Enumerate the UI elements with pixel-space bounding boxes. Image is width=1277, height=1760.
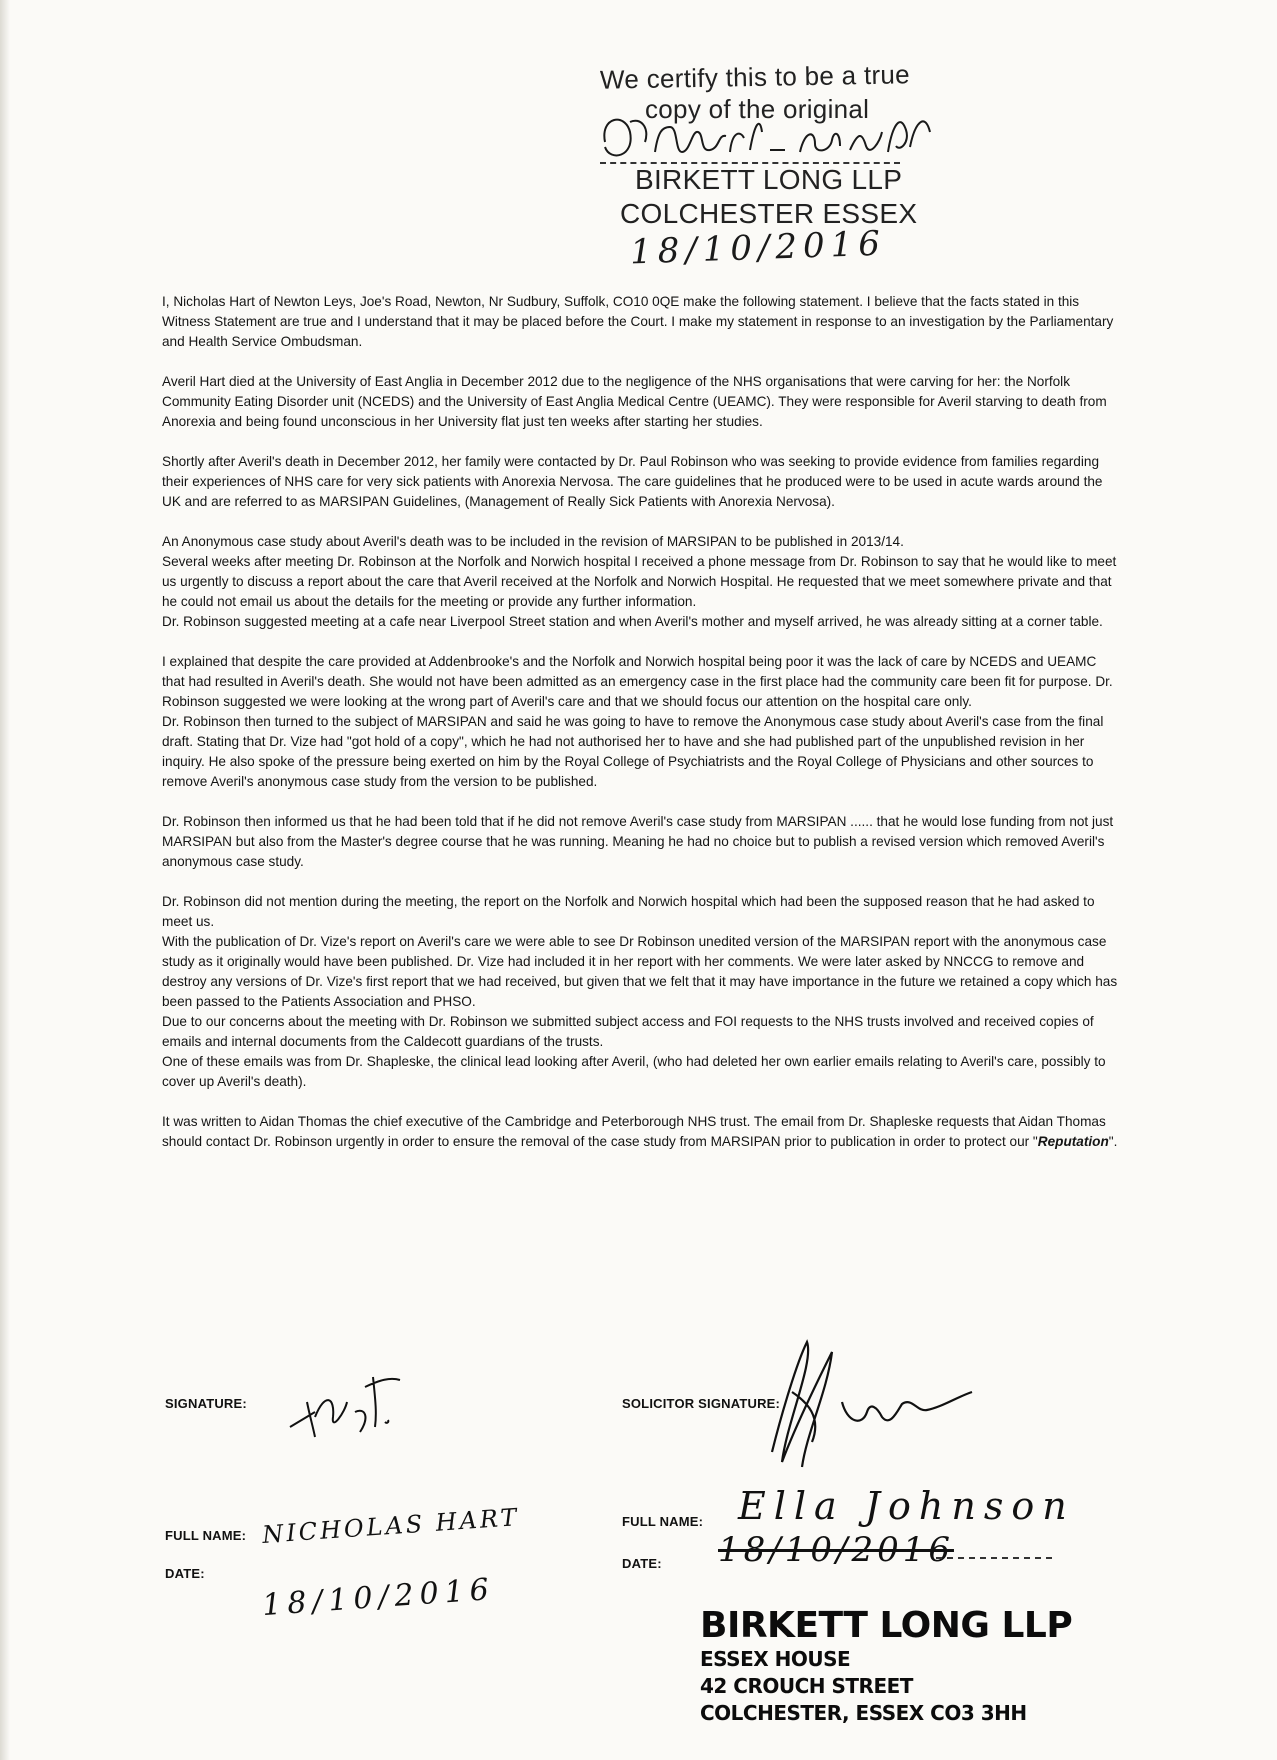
statement-p7-emphasis: Reputation [1037,1134,1109,1149]
date-value: 18/10/2016 [261,1571,496,1624]
page-edge-shadow [0,0,10,1760]
solicitor-signature-label: SOLICITOR SIGNATURE: [622,1396,781,1411]
full-name-value: NICHOLAS HART [261,1503,521,1549]
witness-signature [285,1372,425,1444]
statement-paragraph-7 [162,1112,1122,1152]
signature-label: SIGNATURE: [165,1396,247,1411]
solicitor-full-name-value: Ella Johnson [738,1484,1075,1528]
statement-intro: I, Nicholas Hart of Newton Leys, Joe's Road, Newton, Nr Sudbury, Suffolk, CO10 0QE make the following statement. I believe that the facts stated in this Witness Statement are true and I understand that it may be placed before the Court. I make my statement in response to an investigation by the Parliamentary and Health Service Ombudsman. [162,294,1114,349]
statement-paragraph-6c: Due to our concerns about the meeting with Dr. Robinson we submitted subject access and FOI requests to the NHS trusts involved and received copies of emails and internal documents from the Caldecott guardians of the trusts. [162,1014,1094,1049]
statement-paragraph-3c: Dr. Robinson suggested meeting at a cafe near Liverpool Street station and when Averil's mother and myself arrived, he was already sitting at a corner table. [162,614,1103,629]
solicitor-date-value: 18/10/2016 [718,1530,954,1570]
statement-p7-start: It was written to Aidan Thomas the chief executive of the Cambridge and Peterborough NHS trust. The email from Dr. Shapleske requests that Aidan Thomas should contact Dr. Robinson urgently in order to ensure the removal of the case study from MARSIPAN prior to publication in order to protect our " [162,1114,1106,1149]
statement-paragraph-1: Averil Hart died at the University of East Anglia in December 2012 due to the negligence of the NHS organisations that were carving for her: the Norfolk Community Eating Disorder unit (NCEDS) and the University of East Anglia Medical Centre (UEAMC). They were responsible for Averil starving to death from Anorexia and being found unconscious in her University flat just ten weeks after starting her studies. [162,374,1107,429]
date-label: DATE: [165,1566,205,1581]
firm-stamp-town: COLCHESTER, ESSEX CO3 3HH [700,1701,1027,1725]
statement-paragraph-6d: One of these emails was from Dr. Shapleske, the clinical lead looking after Averil, (who had deleted her own earlier emails relating to Averil's care, possibly to cover up Averil's death). [162,1054,1106,1089]
certification-date: 18/10/2016 [629,223,887,273]
statement-paragraph-5: Dr. Robinson then informed us that he had been told that if he did not remove Averil's case study from MARSIPAN ...... that he would lose funding from not just MARSIPAN but also from the Master's degree course that he was running. Meaning he had no choice but to publish a revised version which removed Averil's anonymous case study. [162,814,1114,869]
firm-stamp-building: ESSEX HOUSE [700,1647,851,1671]
statement-paragraph-4b: Dr. Robinson then turned to the subject of MARSIPAN and said he was going to have to remove the Anonymous case study about Averil's case from the final draft. Stating that Dr. Vize had "got hold of a copy", which he had not authorised her to have and she had published part of the unpublished revision in her inquiry. He also spoke of the pressure being exerted on him by the Royal College of Psychiatrists and the Royal College of Physicians and other sources to remove Averil's anonymous case study from the version to be published. [162,714,1104,789]
statement-paragraph-6a: Dr. Robinson did not mention during the meeting, the report on the Norfolk and Norwich hospital which had been the supposed reason that he had asked to meet us. [162,894,1095,929]
firm-address-stamp [700,1606,1120,1727]
statement-paragraph-4a: I explained that despite the care provided at Addenbrooke's and the Norfolk and Norwich hospital being poor it was the lack of care by NCEDS and UEAMC that had resulted in Averil's death. She would not have been admitted as an emergency case in the first place had the community care been fit for purpose. Dr. Robinson suggested we were looking at the wrong part of Averil's care and that we should focus our attention on the hospital care only. [162,654,1113,709]
certification-line-2: copy of the original [645,94,870,124]
statement-paragraph-2: Shortly after Averil's death in December 2012, her family were contacted by Dr. Paul Robinson who was seeking to provide evidence from families regarding their experiences of NHS care for very sick patients with Anorexia Nervosa. The care guidelines that he produced were to be used in acute wards around the UK and are referred to as MARSIPAN Guidelines, (Management of Really Sick Patients with Anorexia Nervosa). [162,454,1103,509]
solicitor-signature [752,1332,1002,1472]
solicitor-date-label: DATE: [622,1556,662,1571]
solicitor-full-name-label: FULL NAME: [622,1514,704,1529]
solicitor-date-dashes [936,1553,1056,1563]
full-name-label: FULL NAME: [165,1528,247,1543]
firm-stamp-street: 42 CROUCH STREET [700,1674,913,1698]
statement-paragraph-6b: With the publication of Dr. Vize's report on Averil's care we were able to see Dr Robinson unedited version of the MARSIPAN report with the anonymous case study as it originally would have been published. Dr. Vize had included it in her report with her comments. We were later asked by NNCCG to remove and destroy any versions of Dr. Vize's first report that we had received, but given that we felt that it may have importance in the future we retained a copy which has been passed to the Patients Association and PHSO. [162,934,1118,1009]
certification-line-1: We certify this to be a true [599,59,911,95]
statement-paragraph-3a: An Anonymous case study about Averil's death was to be included in the revision of MARSIPAN to be published in 2013/14. [162,534,904,549]
certification-firm: BIRKETT LONG LLP [635,164,903,195]
firm-stamp-name: BIRKETT LONG LLP [700,1605,1073,1646]
certification-location: COLCHESTER ESSEX [620,198,918,229]
statement-p7-end: ". [1108,1134,1118,1149]
witness-statement-body [162,292,1122,1172]
certification-stamp [599,59,1040,273]
statement-paragraph-3b: Several weeks after meeting Dr. Robinson at the Norfolk and Norwich hospital I received a phone message from Dr. Robinson to say that he would like to meet us urgently to discuss a report about the care that Averil received at the Norfolk and Norwich Hospital. He requested that we meet somewhere private and that he could not email us about the details for the meeting or provide any further information. [162,554,1117,609]
